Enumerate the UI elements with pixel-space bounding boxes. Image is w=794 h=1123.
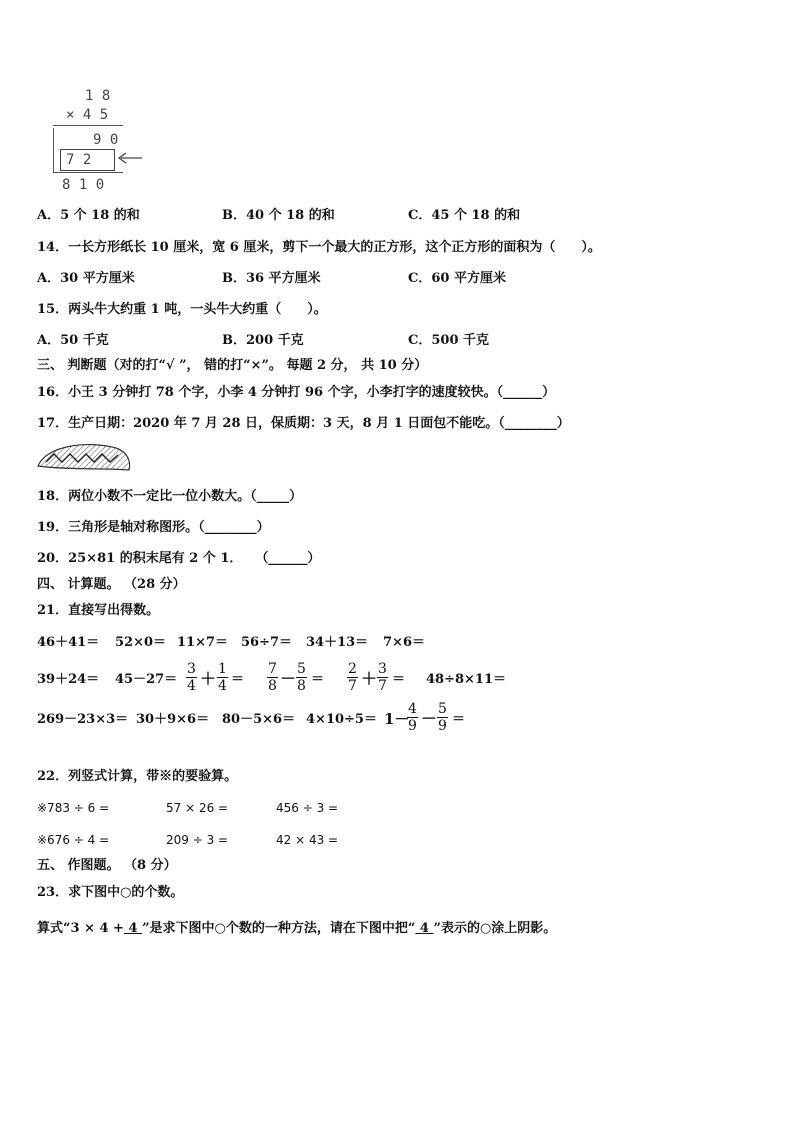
fraction <box>347 661 358 694</box>
vertical-calc-6: 42 × 43 = <box>276 833 339 847</box>
numerator: 5 <box>297 661 306 677</box>
calc-3-2: 30＋9×6＝ <box>136 712 210 727</box>
multiplier: × 4 5 <box>66 107 109 123</box>
q15-option-b: B．200 千克 <box>222 333 304 348</box>
calc-1-6: 7×6＝ <box>383 635 425 650</box>
line-2 <box>53 172 123 173</box>
calc-1-1: 46＋41＝ <box>37 635 100 650</box>
denominator: 9 <box>438 718 447 734</box>
fraction <box>407 701 418 734</box>
partial-product-2: 7 2 <box>66 152 92 168</box>
q13-option-c: C．45 个 18 的和 <box>408 208 521 223</box>
question-17: 17．生产日期：2020 年 7 月 28 日，保质期：3 天，8 月 1 日面包不能吃。（________） <box>37 416 570 431</box>
operator: ＋ <box>361 669 378 688</box>
question-14: 14．一长方形纸长 10 厘米，宽 6 厘米，剪下一个最大的正方形，这个正方形的面积为（ ）。 <box>37 240 601 255</box>
calc-1-2: 52×0＝ <box>115 635 167 650</box>
question-23-note <box>37 921 556 937</box>
operator: － <box>421 709 438 728</box>
whole-part: 1－ <box>384 710 410 728</box>
q15-option-c: C．500 千克 <box>408 333 490 348</box>
numerator: 3 <box>187 661 196 677</box>
equals: ＝ <box>392 672 406 687</box>
question-20: 20．25×81 的积末尾有 2 个 1． （______） <box>37 551 321 566</box>
fraction <box>186 661 197 694</box>
vertical-calc-5: 209 ÷ 3 = <box>166 833 229 847</box>
left-bracket-line <box>53 128 54 172</box>
equals: ＝ <box>311 672 325 687</box>
multiplicand: 1 8 <box>85 88 111 104</box>
calc-1-5: 34＋13＝ <box>306 635 369 650</box>
denominator: 9 <box>408 718 417 734</box>
numerator: 1 <box>218 661 227 677</box>
fraction <box>437 701 448 734</box>
calc-2-2: 45－27＝ <box>115 672 178 687</box>
final-product: 8 1 0 <box>62 177 105 193</box>
numerator: 3 <box>378 661 387 677</box>
question-23: 23．求下图中○的个数。 <box>37 885 184 900</box>
numerator: 2 <box>348 661 357 677</box>
fraction <box>377 661 388 694</box>
denominator: 7 <box>378 678 387 694</box>
question-22: 22．列竖式计算，带※的要验算。 <box>37 769 238 784</box>
note-text: 算式“3 × 4 <box>37 921 114 936</box>
equals: ＝ <box>231 672 245 687</box>
vertical-multiplication-figure <box>48 86 148 194</box>
operator: ＋ <box>200 669 217 688</box>
fraction <box>296 661 307 694</box>
note-four-underlined: 4 <box>415 921 434 936</box>
calc-3-4: 4×10÷5＝ <box>306 712 377 727</box>
calc-3-1: 269－23×3＝ <box>37 712 129 727</box>
vertical-calc-1: ※783 ÷ 6 = <box>37 801 110 815</box>
calc-2-6: 48÷8×11＝ <box>426 672 507 687</box>
partial-product-1: 9 0 <box>93 132 119 148</box>
denominator: 4 <box>187 678 196 694</box>
note-text: ”是求下图中○个数的一种方法，请在下图中把“ <box>142 921 416 936</box>
note-four-underlined: 4 <box>123 921 143 936</box>
operator: － <box>280 669 297 688</box>
arrow-icon <box>116 152 146 164</box>
equals: ＝ <box>452 712 466 727</box>
q14-option-b: B．36 平方厘米 <box>222 271 321 286</box>
question-21: 21．直接写出得数。 <box>37 603 160 618</box>
section-3-heading: 三、 判断题（对的打“√ ”， 错的打“×”。 每题 2 分， 共 10 分） <box>37 358 428 373</box>
vertical-calc-2: 57 × 26 = <box>166 801 229 815</box>
calc-2-1: 39＋24＝ <box>37 672 100 687</box>
note-text: ”表示的○涂上阴影。 <box>433 921 557 936</box>
denominator: 4 <box>218 678 227 694</box>
numerator: 4 <box>408 701 417 717</box>
q13-option-a: A．5 个 18 的和 <box>37 208 140 223</box>
fraction <box>267 661 278 694</box>
question-19: 19．三角形是轴对称图形。（________） <box>37 520 270 535</box>
denominator: 7 <box>348 678 357 694</box>
question-18: 18．两位小数不一定比一位小数大。（_____） <box>37 489 303 504</box>
vertical-calc-4: ※676 ÷ 4 = <box>37 833 110 847</box>
q14-option-c: C．60 平方厘米 <box>408 271 506 286</box>
question-16: 16．小王 3 分钟打 78 个字，小李 4 分钟打 96 个字，小李打字的速度较快。（______） <box>37 385 556 400</box>
calc-3-3: 80－5×6＝ <box>222 712 296 727</box>
q13-option-b: B．40 个 18 的和 <box>222 208 335 223</box>
numerator: 5 <box>438 701 447 717</box>
section-5-heading: 五、 作图题。 （8 分） <box>37 858 177 873</box>
question-15: 15．两头牛大约重 1 吨，一头牛大约重（ ）。 <box>37 302 327 317</box>
calc-1-4: 56÷7＝ <box>241 635 293 650</box>
denominator: 8 <box>297 678 306 694</box>
bread-image <box>36 442 132 476</box>
fraction <box>217 661 228 694</box>
denominator: 8 <box>268 678 277 694</box>
calc-1-3: 11×7＝ <box>177 635 229 650</box>
q15-option-a: A．50 千克 <box>37 333 109 348</box>
line-1 <box>53 125 123 126</box>
numerator: 7 <box>268 661 277 677</box>
section-4-heading: 四、 计算题。 （28 分） <box>37 577 186 592</box>
note-plus: + <box>113 921 124 936</box>
vertical-calc-3: 456 ÷ 3 = <box>276 801 339 815</box>
q14-option-a: A．30 平方厘米 <box>37 271 135 286</box>
